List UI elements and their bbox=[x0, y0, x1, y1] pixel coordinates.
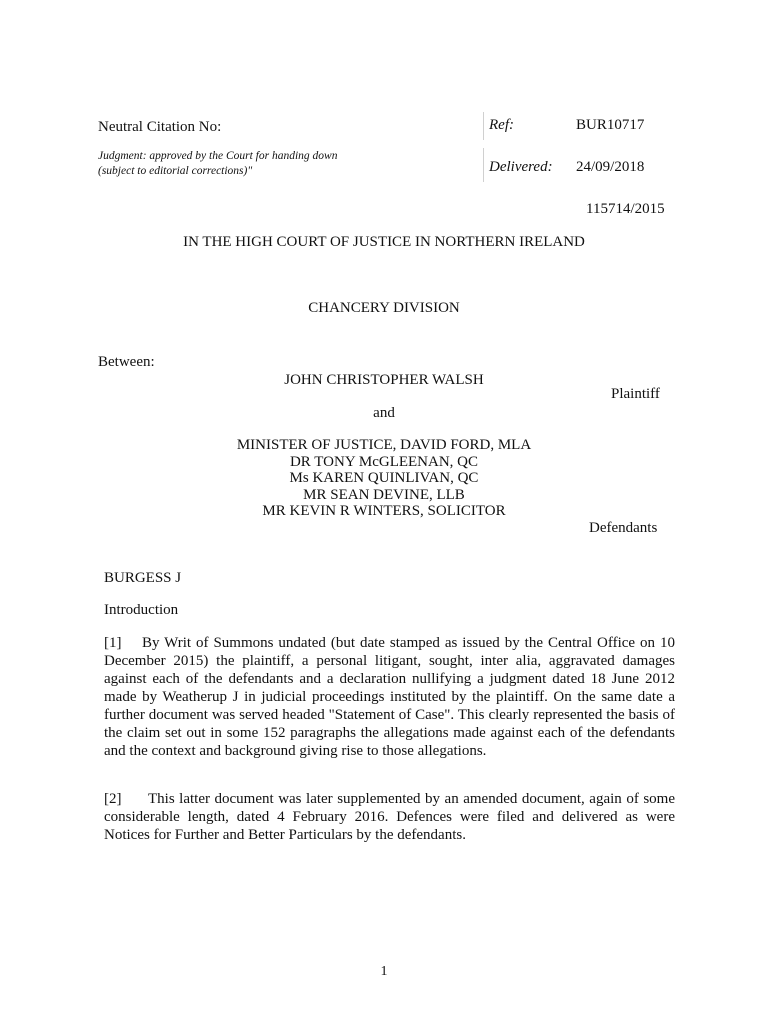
paragraph-2 bbox=[104, 790, 675, 844]
between-label: Between: bbox=[98, 354, 155, 370]
delivered-value: 24/09/2018 bbox=[576, 159, 645, 175]
neutral-citation-label: Neutral Citation No: bbox=[98, 119, 222, 135]
page-number: 1 bbox=[380, 964, 388, 979]
ref-label: Ref: bbox=[489, 117, 514, 133]
defendant-3: Ms KAREN QUINLIVAN, QC bbox=[289, 470, 479, 486]
judgment-note-line-2: (subject to editorial corrections)" bbox=[98, 165, 253, 177]
paragraph-1-number: [1] bbox=[104, 635, 122, 651]
paragraph-2-number: [2] bbox=[104, 791, 122, 807]
court-title: IN THE HIGH COURT OF JUSTICE IN NORTHERN IRELAND bbox=[183, 234, 585, 250]
defendant-4: MR SEAN DEVINE, LLB bbox=[303, 487, 465, 503]
judge-name: BURGESS J bbox=[104, 570, 182, 586]
ref-value: BUR10717 bbox=[576, 117, 645, 133]
plaintiff-role: Plaintiff bbox=[611, 386, 660, 402]
court-division: CHANCERY DIVISION bbox=[308, 300, 460, 316]
section-heading: Introduction bbox=[104, 602, 179, 618]
paragraph-2-text: This latter document was later supplemented by an amended document, again of some considerable length, dated 4 February 2016. Defences were filed and delivered as were Notices for Further and Better Particulars by the defendants. bbox=[104, 791, 675, 843]
paragraph-1 bbox=[104, 634, 675, 760]
header-divider-top bbox=[483, 112, 484, 140]
paragraph-1-text: By Writ of Summons undated (but date stamped as issued by the Central Office on 10 December 2015) the plaintiff, a personal litigant, sought, inter alia, aggravated damages against each of the defendants and a declaration nullifying a judgment dated 18 June 2012 made by Weatherup J in judicial proceedings instituted by the plaintiff. On the same date a further document was served headed "Statement of Case". This clearly represented the basis of the claim set out in some 152 paragraphs the allegations made against each of the defendants and the context and background giving rise to those allegations. bbox=[104, 635, 675, 759]
case-number: 115714/2015 bbox=[586, 201, 665, 217]
judgment-note-line-1: Judgment: approved by the Court for handing down bbox=[98, 150, 338, 162]
delivered-label: Delivered: bbox=[489, 159, 553, 175]
defendants-role: Defendants bbox=[589, 520, 658, 536]
defendant-1: MINISTER OF JUSTICE, DAVID FORD, MLA bbox=[236, 437, 532, 453]
and-label: and bbox=[373, 405, 395, 421]
defendant-5: MR KEVIN R WINTERS, SOLICITOR bbox=[262, 503, 506, 519]
defendant-2: DR TONY McGLEENAN, QC bbox=[289, 454, 479, 470]
plaintiff-name: JOHN CHRISTOPHER WALSH bbox=[284, 372, 484, 388]
header-divider-bottom bbox=[483, 148, 484, 182]
